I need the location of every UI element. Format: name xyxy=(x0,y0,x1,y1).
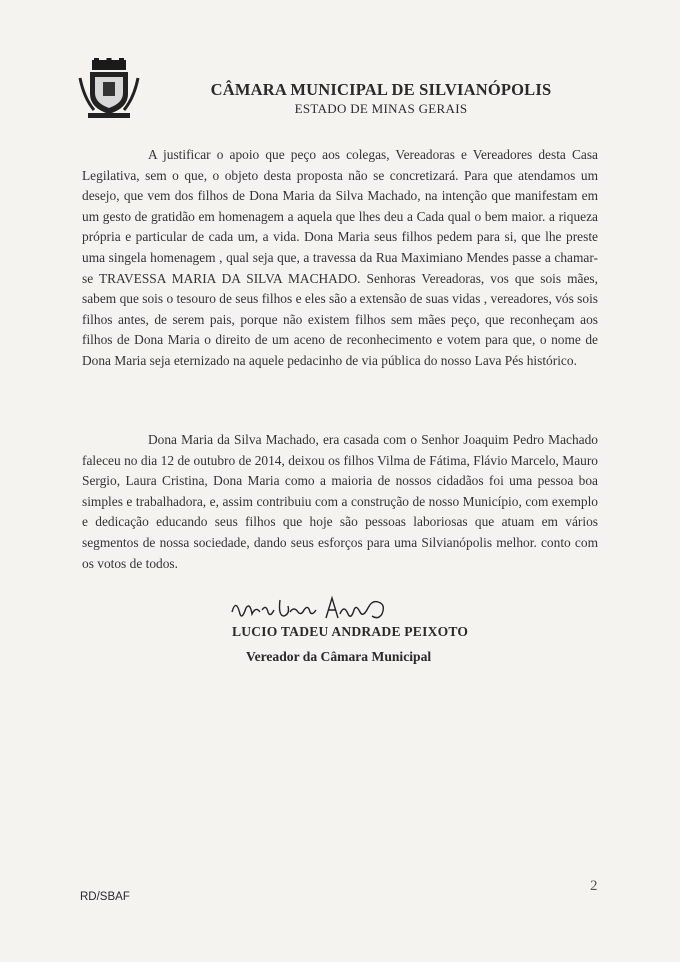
organization-name: CÂMARA MUNICIPAL DE SILVIANÓPOLIS xyxy=(210,80,552,99)
municipal-coat-of-arms-icon xyxy=(78,58,140,120)
state-name: ESTADO DE MINAS GERAIS xyxy=(294,101,468,116)
letterhead xyxy=(196,80,566,117)
document-code: RD/SBAF xyxy=(80,891,130,903)
signatory-name: LUCIO TADEU ANDRADE PEIXOTO xyxy=(232,624,469,639)
paragraph-biography: Dona Maria da Silva Machado, era casada com o Senhor Joaquim Pedro Machado faleceu no dia 12 de outubro de 2014, deixou os filhos Vilma de Fátima, Flávio Marcelo, Mauro Sergio, Laura Cristina, Dona Maria como a maioria de nossos cidadãos foi uma pessoa boa simples e trabalhadora, e, assim contribuiu com a construção de nosso Município, com exemplo e dedicação educando seus filhos que hoje são pessoas laboriosas que atuam em vários segmentos de nossa sociedade, dando seus esforços para uma Silvianópolis melhor. conto com os votos de todos. xyxy=(82,432,598,571)
page-number: 2 xyxy=(590,878,598,894)
handwritten-signature xyxy=(228,592,398,624)
signatory-role: Vereador da Câmara Municipal xyxy=(246,649,432,664)
paragraph-justification: A justificar o apoio que peço aos colegas, Vereadoras e Vereadores desta Casa Legilativa, sem o que, o objeto desta proposta não se concretizará. Para que atendamos um desejo, que vem dos filhos de Dona Maria da Silva Machado, na intenção que manifestam em um gesto de gratidão em homenagem a aquela que lhes deu a Cada qual o bem maior. a riqueza própria e particular de cada um, a vida. Dona Maria seus filhos pedem para si, que lhe preste uma singela homenagem , qual seja que, a travessa da Rua Maximiano Mendes passe a chamar-se TRAVESSA MARIA DA SILVA MACHADO. Senhoras Vereadoras, vos que sois mães, sabem que sois o tesouro de seus filhos e eles são a extensão de suas vidas , vereadores, vós sois filhos antes, de serem pais, porque não existem filhos sem mães peço, que reconheçam aos filhos de Dona Maria o direito de um aceno de reconhecimento e votem para que, o nome de Dona Maria seja eternizado na aquele pedacinho de via pública do nosso Lava Pés histórico. xyxy=(82,147,598,368)
